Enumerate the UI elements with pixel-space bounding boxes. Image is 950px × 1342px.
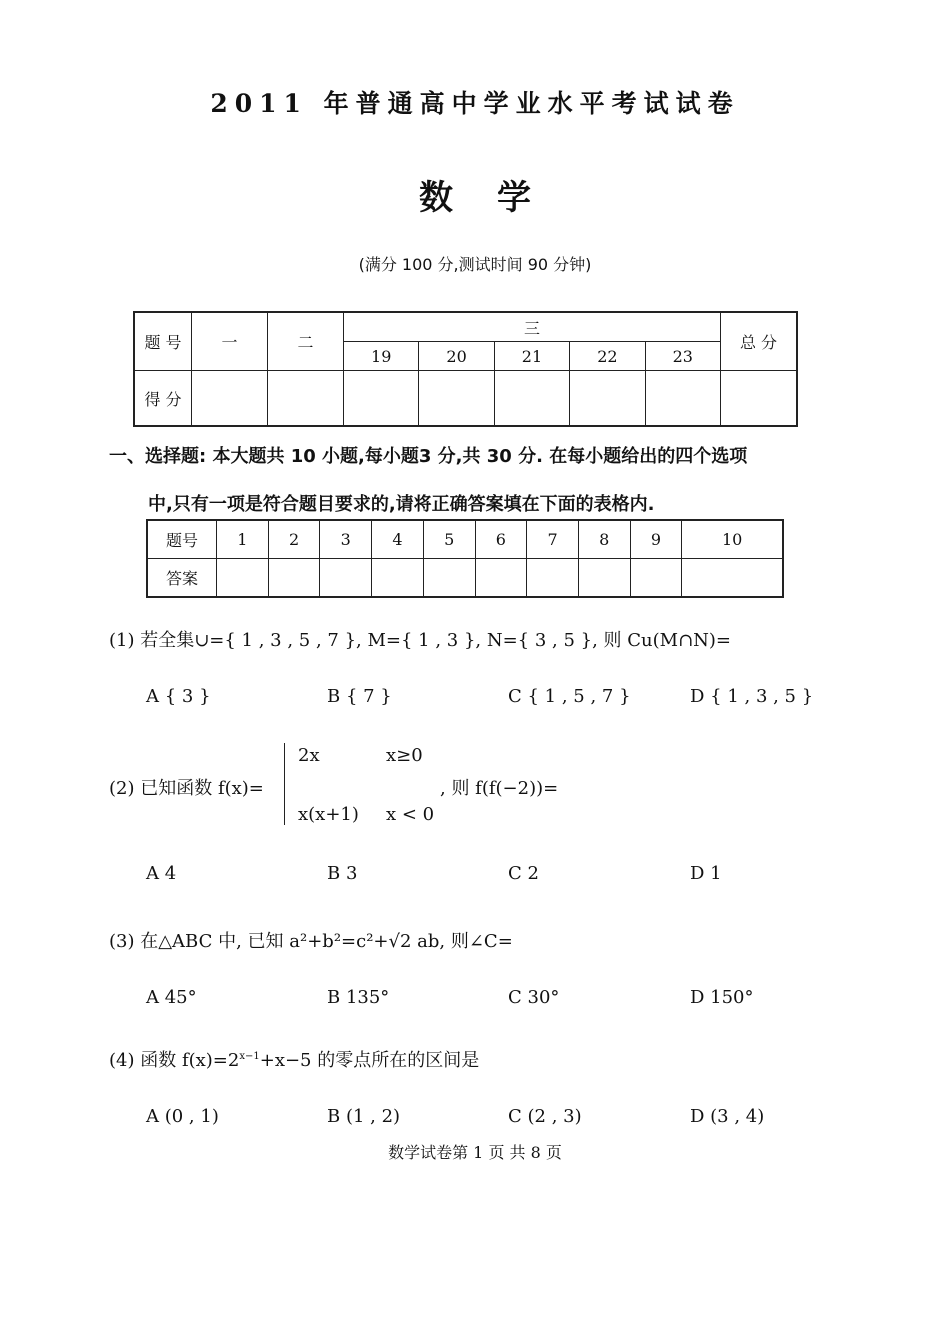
question-2-tail: , 则 f(f(−2))=: [440, 778, 559, 799]
subject-title: [0, 170, 950, 219]
question-1-stem: (1) 若全集∪={ 1 , 3 , 5 , 7 }, M={ 1 , 3 }, N={ 3 , 5 }, 则 Cu(M∩N)=: [109, 630, 732, 651]
question-2-case1-expr: 2x: [298, 745, 320, 766]
answer-cell: [527, 559, 579, 598]
score-sub-22: 22: [570, 342, 645, 371]
question-4-option-b: B (1 , 2): [327, 1106, 401, 1127]
answer-cell: [320, 559, 372, 598]
score-head-sec1: 一: [192, 312, 268, 371]
exam-note: (满分 100 分,测试时间 90 分钟): [358, 255, 592, 274]
question-4-exponent: x−1: [239, 1051, 260, 1062]
answer-num: 1: [217, 520, 269, 559]
answer-num: 5: [423, 520, 475, 559]
answer-cell: [475, 559, 527, 598]
question-2-option-d: D 1: [690, 863, 722, 884]
page-footer: 数学试卷第 1 页 共 8 页: [388, 1143, 562, 1162]
question-1-option-d: D { 1 , 3 , 5 }: [690, 686, 814, 707]
question-4-stem: [109, 1046, 479, 1072]
answer-num: 4: [372, 520, 424, 559]
score-sub-23: 23: [645, 342, 720, 371]
answer-num: 3: [320, 520, 372, 559]
answer-cell: [372, 559, 424, 598]
piecewise-brace: [284, 743, 293, 825]
question-2-case2-cond: x < 0: [386, 804, 435, 825]
answer-cell: [630, 559, 682, 598]
question-3-option-a: A 45°: [146, 987, 197, 1008]
question-1-option-b: B { 7 }: [327, 686, 392, 707]
score-cell-21: [494, 371, 569, 427]
answer-label-answer: 答案: [147, 559, 217, 598]
question-4-option-d: D (3 , 4): [690, 1106, 765, 1127]
answer-cell: [217, 559, 269, 598]
question-3-stem: (3) 在△ABC 中, 已知 a²+b²=c²+√2 ab, 则∠C=: [109, 931, 513, 952]
answer-cell: [268, 559, 320, 598]
score-cell-19: [344, 371, 419, 427]
question-2-option-a: A 4: [146, 863, 177, 884]
score-head-sec3: 三: [344, 312, 721, 342]
answer-cell: [423, 559, 475, 598]
answer-num: 10: [682, 520, 783, 559]
section1-line2: 中,只有一项是符合题目要求的,请将正确答案填在下面的表格内.: [148, 494, 655, 515]
answer-num: 8: [578, 520, 630, 559]
score-cell-total: [721, 371, 798, 427]
question-4-option-c: C (2 , 3): [508, 1106, 582, 1127]
section1-line1: 一、选择题: 本大题共 10 小题,每小题3 分,共 30 分. 在每小题给出的四个选项: [109, 446, 748, 467]
exam-title: 2011 年普通高中学业水平考试试卷: [210, 89, 740, 118]
question-3-option-b: B 135°: [327, 987, 390, 1008]
subject-char-2: 学: [497, 178, 531, 218]
question-2-option-b: B 3: [327, 863, 358, 884]
answer-num: 2: [268, 520, 320, 559]
answer-cell: [682, 559, 783, 598]
question-1-option-c: C { 1 , 5 , 7 }: [508, 686, 631, 707]
score-cell-sec2: [268, 371, 344, 427]
score-head-total: 总 分: [721, 312, 798, 371]
score-cell-sec1: [192, 371, 268, 427]
score-head-sec2: 二: [268, 312, 344, 371]
question-4-stem-pre: (4) 函数 f(x)=2: [109, 1050, 240, 1071]
score-cell-22: [570, 371, 645, 427]
score-sub-19: 19: [344, 342, 419, 371]
score-label-question: 题 号: [134, 312, 192, 371]
question-3-option-c: C 30°: [508, 987, 560, 1008]
score-sub-21: 21: [494, 342, 569, 371]
answer-num: 7: [527, 520, 579, 559]
answer-label-question: 题号: [147, 520, 217, 559]
answer-num: 6: [475, 520, 527, 559]
question-1-option-a: A { 3 }: [146, 686, 211, 707]
answer-table: [146, 519, 784, 598]
score-label-score: 得 分: [134, 371, 192, 427]
question-2-case1-cond: x≥0: [386, 745, 423, 766]
question-2-case2-expr: x(x+1): [298, 804, 359, 825]
question-3-option-d: D 150°: [690, 987, 754, 1008]
question-2-stem: (2) 已知函数 f(x)=: [109, 778, 264, 799]
score-table: [133, 311, 798, 427]
question-4-option-a: A (0 , 1): [146, 1106, 219, 1127]
answer-num: 9: [630, 520, 682, 559]
score-cell-23: [645, 371, 720, 427]
answer-cell: [578, 559, 630, 598]
score-cell-20: [419, 371, 494, 427]
score-sub-20: 20: [419, 342, 494, 371]
question-4-stem-post: +x−5 的零点所在的区间是: [259, 1050, 480, 1071]
question-2-option-c: C 2: [508, 863, 539, 884]
subject-char-1: 数: [419, 178, 453, 218]
